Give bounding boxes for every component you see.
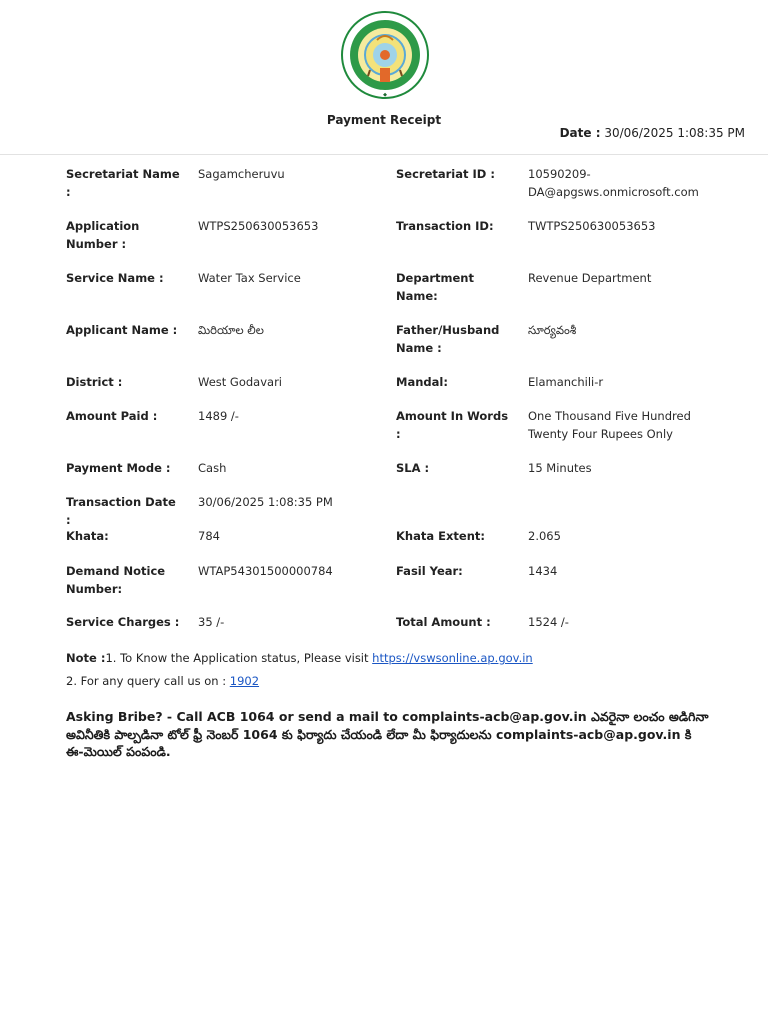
transaction-id-label: Transaction ID: bbox=[396, 219, 494, 233]
transaction-date-value: 30/06/2025 1:08:35 PM bbox=[198, 495, 333, 509]
secretariat-name-label: Secretariat Name : bbox=[66, 167, 180, 199]
amount-paid-label: Amount Paid : bbox=[66, 409, 158, 423]
application-number-label: Application Number : bbox=[66, 219, 140, 251]
fasil-year-label: Fasil Year: bbox=[396, 564, 463, 578]
detail-row bbox=[66, 528, 716, 563]
service-charges-value: 35 /- bbox=[198, 615, 225, 629]
amount-in-words-value: One Thousand Five Hundred Twenty Four Rupees Only bbox=[528, 409, 691, 441]
mandal-value: Elamanchili-r bbox=[528, 375, 604, 389]
applicant-name-value: మిరియాల లీల bbox=[198, 323, 264, 337]
detail-row bbox=[66, 408, 716, 460]
detail-row bbox=[66, 218, 716, 270]
note-line-1 bbox=[66, 650, 716, 667]
service-name-label: Service Name : bbox=[66, 271, 164, 285]
notes-section bbox=[66, 650, 716, 696]
applicant-name-label: Applicant Name : bbox=[66, 323, 178, 337]
father-husband-name-value: సూర్యవంశీ bbox=[528, 323, 577, 337]
note-2-text: 2. For any query call us on : bbox=[66, 674, 230, 688]
district-label: District : bbox=[66, 375, 123, 389]
father-husband-name-label: Father/Husband Name : bbox=[396, 323, 500, 355]
sla-label: SLA : bbox=[396, 461, 430, 475]
helpline-link[interactable]: 1902 bbox=[229, 674, 260, 688]
detail-row bbox=[66, 614, 716, 648]
amount-paid-value: 1489 /- bbox=[198, 409, 239, 423]
khata-label: Khata: bbox=[66, 529, 109, 543]
transaction-id-value: TWTPS250630053653 bbox=[528, 219, 656, 233]
service-charges-label: Service Charges : bbox=[66, 615, 180, 629]
demand-notice-number-value: WTAP54301500000784 bbox=[198, 564, 333, 578]
secretariat-id-label: Secretariat ID : bbox=[396, 167, 495, 181]
total-amount-value: 1524 /- bbox=[528, 615, 569, 629]
service-name-value: Water Tax Service bbox=[198, 271, 301, 285]
secretariat-id-value: 10590209-DA@apgsws.onmicrosoft.com bbox=[528, 167, 699, 199]
mandal-label: Mandal: bbox=[396, 375, 448, 389]
ap-government-emblem-icon bbox=[340, 10, 430, 100]
district-value: West Godavari bbox=[198, 375, 282, 389]
demand-notice-number-label: Demand Notice Number: bbox=[66, 564, 166, 596]
payment-mode-label: Payment Mode : bbox=[66, 461, 171, 475]
secretariat-name-value: Sagamcheruvu bbox=[198, 167, 285, 181]
fasil-year-value: 1434 bbox=[528, 564, 558, 578]
detail-row bbox=[66, 563, 716, 614]
note-line-2 bbox=[66, 673, 716, 690]
svg-text:◆: ◆ bbox=[383, 92, 387, 98]
receipt-date bbox=[560, 126, 745, 140]
anti-corruption-notice: Asking Bribe? - Call ACB 1064 or send a mail to complaints-acb@ap.gov.in ఎవరైనా లంచం అడిగినా అవినీతికి పాల్పడినా టోల్ ఫ్రీ నెంబర్ 1064 కు ఫిర్యాదు చేయండి లేదా మీ ఫిర్యాదులను complaints-acb@ap.gov.in కి ఈ-మెయిల్ పంపండి. bbox=[66, 709, 709, 759]
detail-row bbox=[66, 166, 716, 218]
payment-mode-value: Cash bbox=[198, 461, 227, 475]
sla-value: 15 Minutes bbox=[528, 461, 592, 475]
detail-row bbox=[66, 494, 716, 528]
application-number-value: WTPS250630053653 bbox=[198, 219, 319, 233]
transaction-date-label: Transaction Date : bbox=[66, 495, 176, 527]
khata-extent-label: Khata Extent: bbox=[396, 529, 485, 543]
detail-row bbox=[66, 270, 716, 322]
detail-row bbox=[66, 374, 716, 408]
detail-row bbox=[66, 460, 716, 494]
khata-extent-value: 2.065 bbox=[528, 529, 561, 543]
note-1-text: 1. To Know the Application status, Please visit bbox=[105, 651, 373, 665]
page-title: Payment Receipt bbox=[326, 113, 442, 127]
department-name-label: Department Name: bbox=[396, 271, 474, 303]
khata-value: 784 bbox=[198, 529, 220, 543]
receipt-header bbox=[0, 0, 768, 155]
total-amount-label: Total Amount : bbox=[396, 615, 491, 629]
date-value: 30/06/2025 1:08:35 PM bbox=[604, 126, 745, 140]
detail-row bbox=[66, 322, 716, 374]
department-name-value: Revenue Department bbox=[528, 271, 652, 285]
note-label: Note : bbox=[66, 651, 106, 665]
status-website-link[interactable]: https://vswsonline.ap.gov.in bbox=[372, 651, 533, 665]
amount-in-words-label: Amount In Words : bbox=[396, 409, 509, 441]
date-label: Date : bbox=[559, 126, 601, 140]
